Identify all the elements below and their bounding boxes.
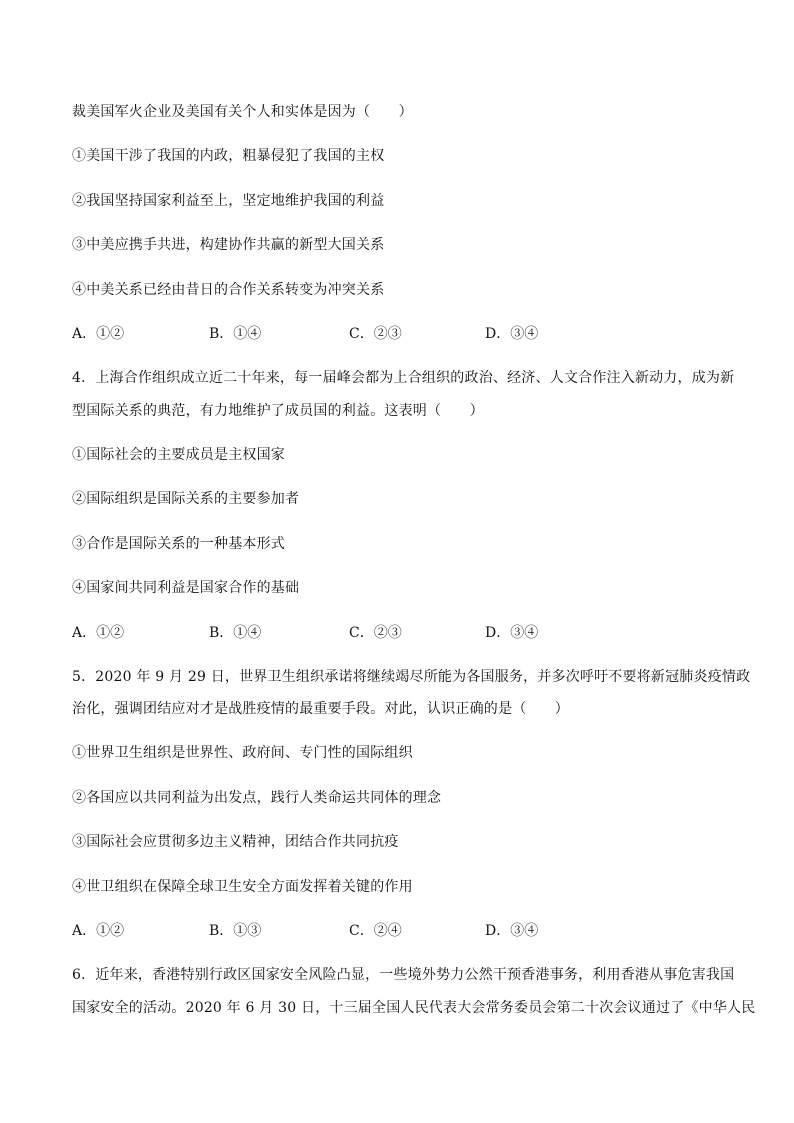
question-5-item-2: ②各国应以共同利益为出发点，践行人类命运共同体的理念 [72,790,442,806]
option-b: B．①③ [209,923,262,939]
option-a: A．①② [72,923,125,939]
question-3-item-3: ③中美应携手共进，构建协作共赢的新型大国关系 [72,237,385,253]
question-5-item-4: ④世卫组织在保障全球卫生安全方面发挥着关键的作用 [72,879,413,895]
question-4-item-2: ②国际组织是国际关系的主要参加者 [72,491,300,507]
question-5-item-1: ①世界卫生组织是世界性、政府间、专门性的国际组织 [72,745,413,761]
question-5-stem-line-1: 5．2020 年 9 月 29 日，世界卫生组织承诺将继续竭尽所能为各国服务，并多次呼吁不要将新冠肺炎疫情政 [72,669,751,685]
question-4-stem-line-2: 型国际关系的典范，有力地维护了成员国的利益。这表明（ ） [72,403,484,419]
option-c: C．②③ [349,326,402,342]
option-c: C．②③ [349,625,402,641]
question-4-item-3: ③合作是国际关系的一种基本形式 [72,536,285,552]
question-4-item-1: ①国际社会的主要成员是主权国家 [72,447,285,463]
question-3-item-2: ②我国坚持国家利益至上，坚定地维护我国的利益 [72,193,385,209]
option-d: D．③④ [485,923,539,939]
question-3-stem: 裁美国军火企业及美国有关个人和实体是因为（ ） [72,104,413,120]
question-4-stem-line-1: 4．上海合作组织成立近二十年来，每一届峰会都为上合组织的政治、经济、人文合作注入新动力，成为新 [72,370,735,386]
question-5-stem-line-2: 治化，强调团结应对才是战胜疫情的最重要手段。对此，认识正确的是（ ） [72,701,569,717]
option-d: D．③④ [485,326,539,342]
question-3-item-4: ④中美关系已经由昔日的合作关系转变为冲突关系 [72,282,385,298]
question-3-item-1: ①美国干涉了我国的内政，粗暴侵犯了我国的主权 [72,148,385,164]
option-a: A．①② [72,326,125,342]
question-6-stem-line-2: 国家安全的活动。2020 年 6 月 30 日，十三届全国人民代表大会常务委员会第二十次会议通过了《中华人民 [72,1000,756,1016]
question-4-item-4: ④国家间共同利益是国家合作的基础 [72,580,300,596]
option-c: C．②④ [349,923,402,939]
option-a: A．①② [72,625,125,641]
option-b: B．①④ [209,625,262,641]
option-d: D．③④ [485,625,539,641]
question-6-stem-line-1: 6．近年来，香港特别行政区国家安全风险凸显，一些境外势力公然干预香港事务，利用香港从事危害我国 [72,967,735,983]
question-5-item-3: ③国际社会应贯彻多边主义精神，团结合作共同抗疫 [72,834,399,850]
option-b: B．①④ [209,326,262,342]
